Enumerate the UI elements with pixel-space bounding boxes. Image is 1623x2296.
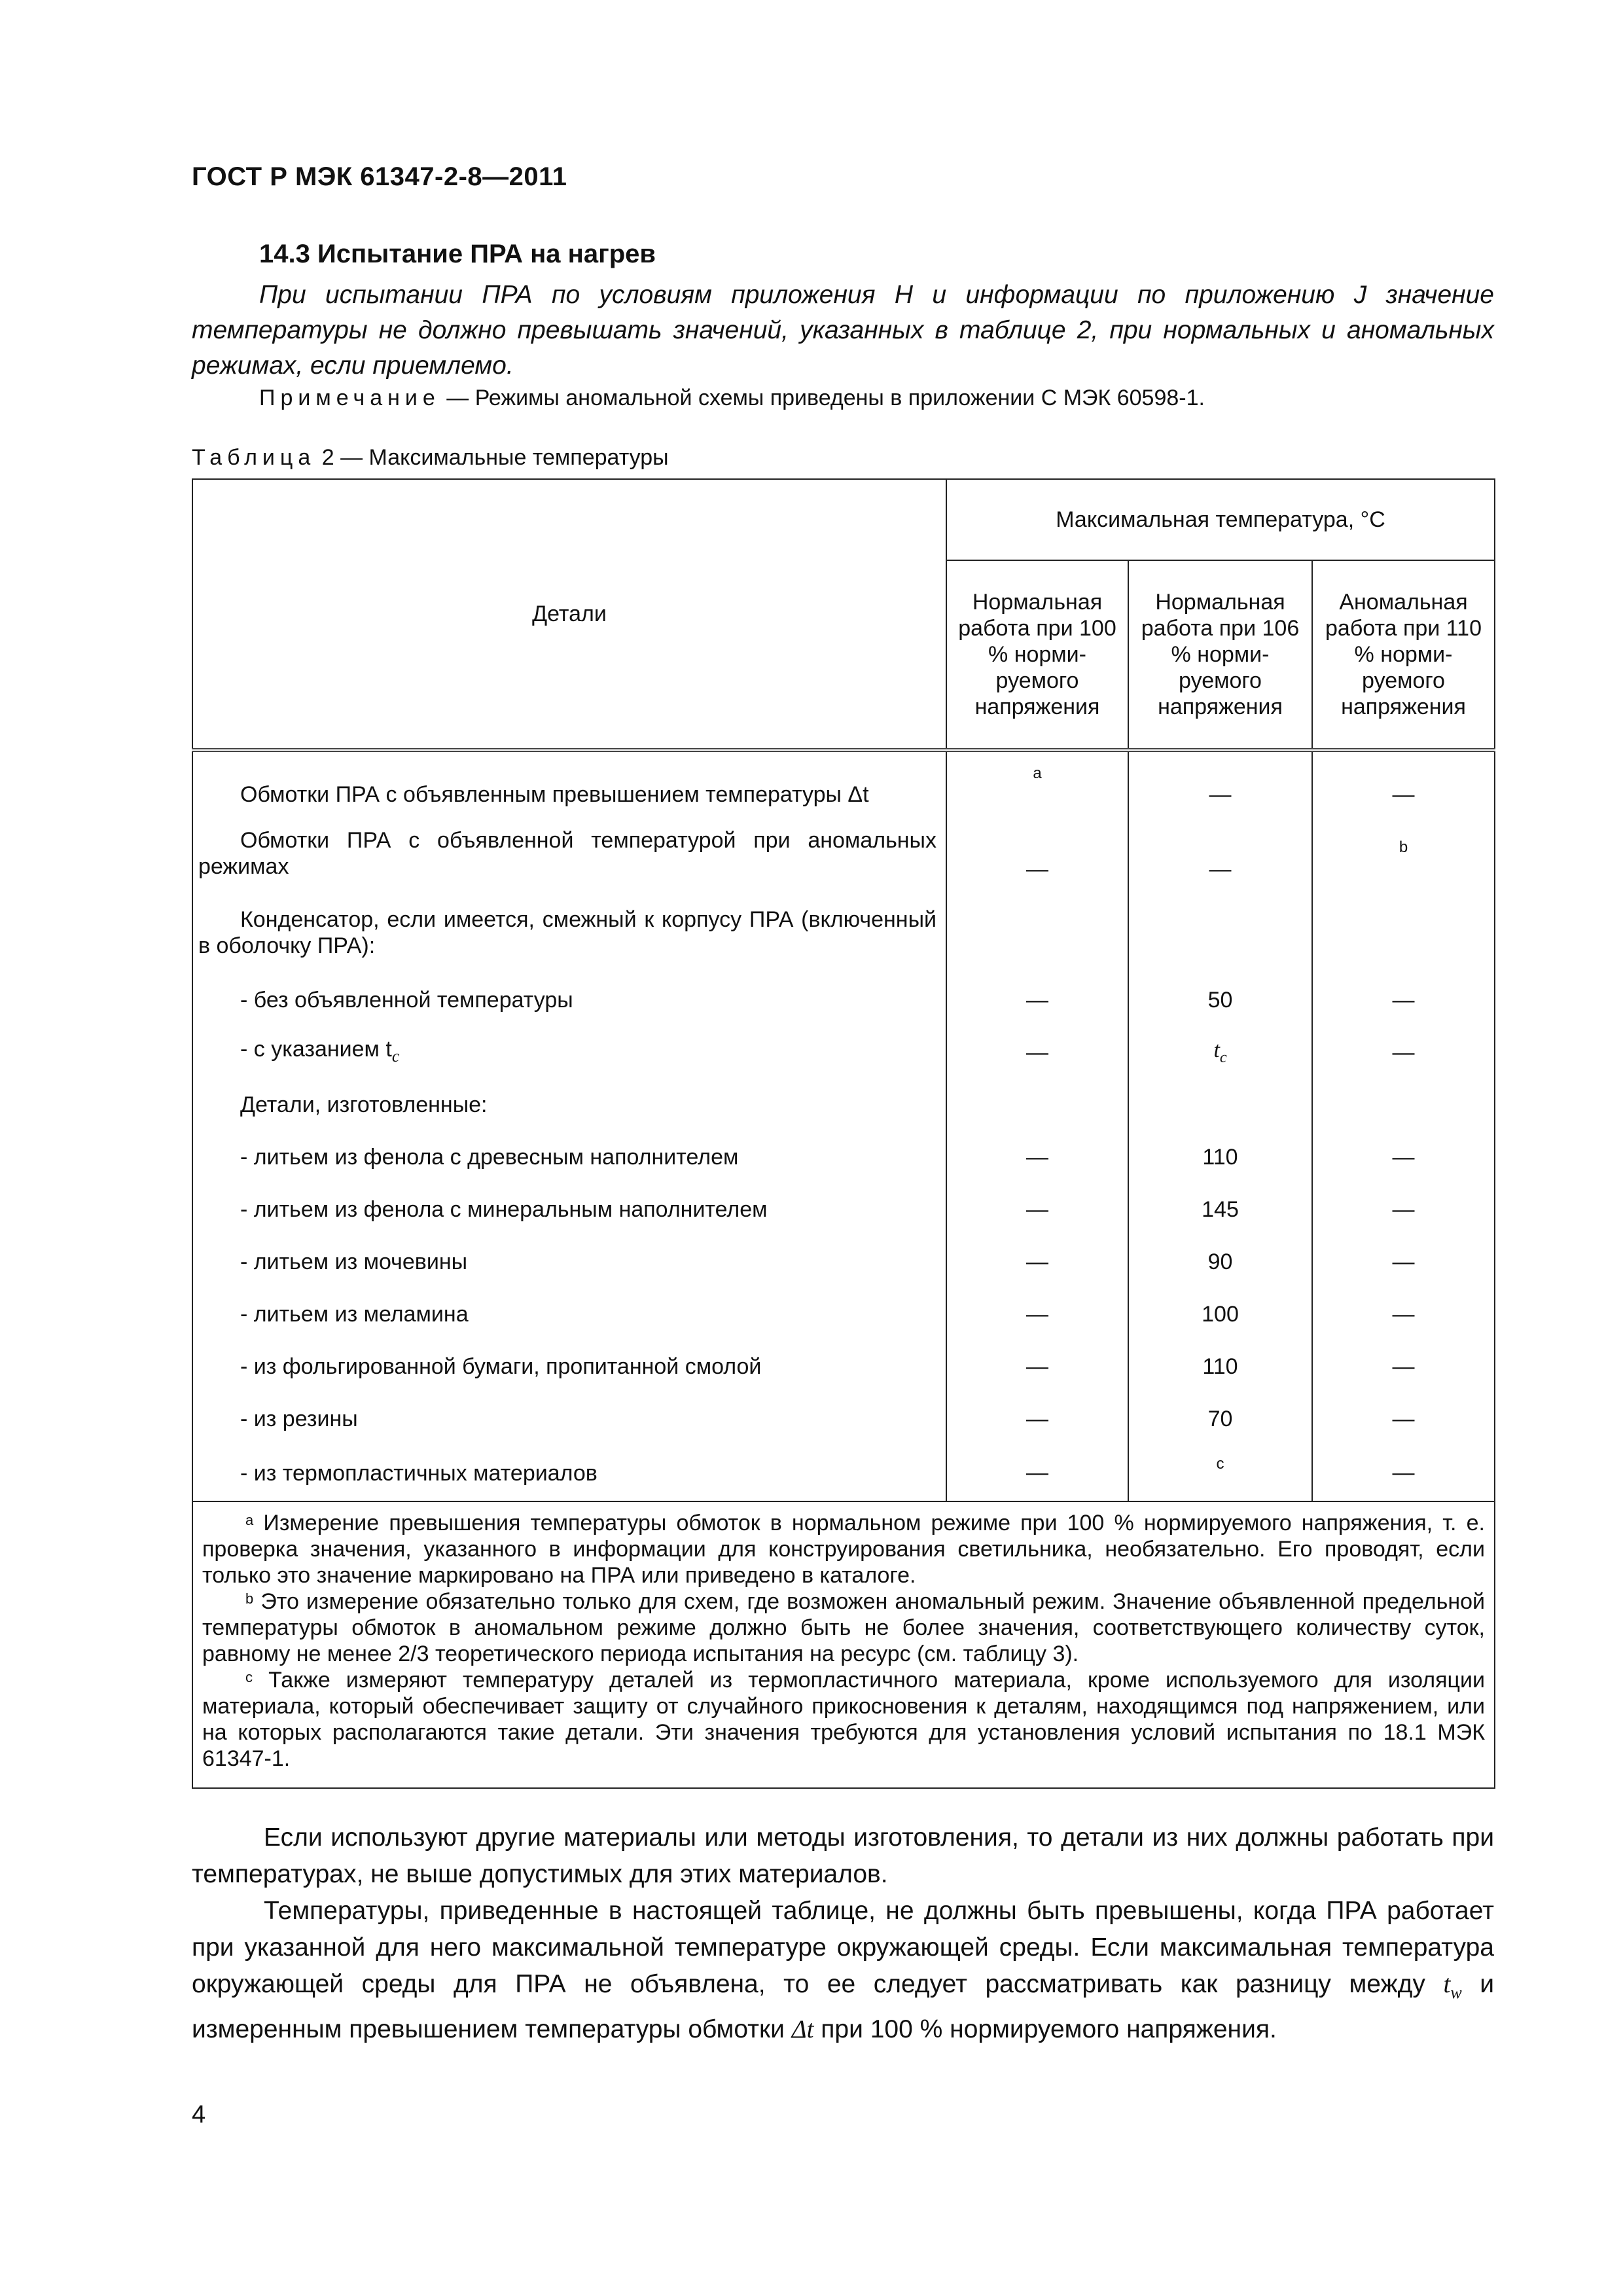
- row-label: - из фольгированной бумаги, пропитанной смолой: [192, 1340, 946, 1393]
- page-number: 4: [192, 2101, 206, 2128]
- note-label: Примечание: [259, 386, 440, 410]
- table-row: [192, 1079, 1495, 1131]
- row-value: —: [1312, 1183, 1495, 1236]
- row-label: Обмотки ПРА с объявленной температурой при аномальных режимах: [192, 816, 946, 891]
- row-label: - литьем из фенола с древесным наполнителем: [192, 1131, 946, 1183]
- row-value: 110: [1128, 1131, 1312, 1183]
- note: [259, 386, 1205, 411]
- header-col-3: Аномальная работа при 110 % норми- руемого напряжения: [1312, 560, 1495, 750]
- table-caption-label: Таблица: [192, 445, 316, 470]
- body-paragraph-1: Если используют другие материалы или методы изготовления, то детали из них должны работать при температурах, не выше допустимых для этих материалов.: [192, 1823, 1494, 1888]
- body-paragraph-2: Температуры, приведенные в настоящей таблице, не должны быть превышены, когда ПРА работает при указанной для него максимальной температуре окружающей среды. Если максимальная температура окружающей среды для ПРА не объявлена, то ее следует рассматривать как разницу между $t_w$ и измеренным превышением температуры обмотки Δt при 100 % нормируемого напряжения.: [192, 1897, 1495, 2043]
- table-row: [192, 1288, 1495, 1340]
- row-value: —: [1128, 816, 1312, 891]
- row-value: $t_c$: [1128, 1026, 1312, 1079]
- row-value: —: [1128, 750, 1312, 816]
- row-value: —: [1312, 1393, 1495, 1445]
- row-label: - литьем из меламина: [192, 1288, 946, 1340]
- table-row: [192, 1026, 1495, 1079]
- row-label: - с указанием $t_c$: [192, 1026, 946, 1079]
- body-text: [192, 1820, 1494, 2048]
- section-title: 14.3 Испытание ПРА на нагрев: [259, 240, 656, 268]
- row-label: - из термопластичных материалов: [192, 1445, 946, 1501]
- row-value: [1128, 1079, 1312, 1131]
- table-row: [192, 1183, 1495, 1236]
- row-value: —: [1312, 974, 1495, 1026]
- table-row: [192, 750, 1495, 816]
- row-label: Конденсатор, если имеется, смежный к корпусу ПРА (включенный в оболочку ПРА):: [192, 891, 946, 974]
- row-label: - из резины: [192, 1393, 946, 1445]
- footnote-c: $^c$ Также измеряют температуру деталей из термопластичного материала, кроме используемого для изоляции материала, который обеспечивает защиту от случайного прикосновения к деталям, находящимся под напряжением, или на которых располагаются такие детали. Эти значения требуются для установления условий испытания по 18.1 МЭК 61347-1.: [202, 1668, 1485, 1771]
- document-header: ГОСТ Р МЭК 61347-2-8—2011: [192, 162, 567, 191]
- table-row: [192, 1236, 1495, 1288]
- section-intro: При испытании ПРА по условиям приложения Н и информации по приложению J значение температуры не должно превышать значений, указанных в таблице 2, при нормальных и аномальных режимах, если приемлемо.: [192, 281, 1494, 380]
- row-value: [1128, 891, 1312, 974]
- header-col-2: Нормальная работа при 106 % норми- руемого напряжения: [1128, 560, 1312, 750]
- table-row: [192, 1445, 1495, 1501]
- header-col-1: Нормальная работа при 100 % норми- руемого напряжения: [946, 560, 1128, 750]
- row-value: —: [946, 1236, 1128, 1288]
- row-value: 90: [1128, 1236, 1312, 1288]
- table-row: [192, 1340, 1495, 1393]
- row-label: - без объявленной температуры: [192, 974, 946, 1026]
- table-footnotes: [192, 1501, 1495, 1788]
- row-value: —: [946, 1026, 1128, 1079]
- row-value: [946, 891, 1128, 974]
- row-value: —: [1312, 1026, 1495, 1079]
- row-value: —: [1312, 1131, 1495, 1183]
- row-value: —: [1312, 1288, 1495, 1340]
- row-value: 100: [1128, 1288, 1312, 1340]
- row-value: 50: [1128, 974, 1312, 1026]
- table-row: [192, 974, 1495, 1026]
- row-value: 110: [1128, 1340, 1312, 1393]
- row-value: —: [946, 1131, 1128, 1183]
- table-row: [192, 1131, 1495, 1183]
- row-value: —: [1312, 1236, 1495, 1288]
- row-value: —: [946, 1393, 1128, 1445]
- row-value: a: [946, 750, 1128, 816]
- footnote-a: $^a$ Измерение превышения температуры обмоток в нормальном режиме при 100 % нормируемого напряжения, т. е. проверка значения, указанного в информации для конструирования светильника, необязательно. Его проводят, если только это значение маркировано на ПРА или приведено в каталоге.: [202, 1511, 1485, 1588]
- row-label: Обмотки ПРА с объявленным превышением температуры Δt: [192, 750, 946, 816]
- table-row: [192, 1393, 1495, 1445]
- table-row: [192, 891, 1495, 974]
- row-value: —: [946, 1340, 1128, 1393]
- row-value: —: [1312, 1340, 1495, 1393]
- header-details: Детали: [192, 479, 946, 750]
- note-text: — Режимы аномальной схемы приведены в приложении С МЭК 60598-1.: [440, 386, 1205, 410]
- row-value: —: [1312, 750, 1495, 816]
- row-label: - литьем из мочевины: [192, 1236, 946, 1288]
- row-value: —: [946, 1288, 1128, 1340]
- table-row: [192, 816, 1495, 891]
- row-value: 145: [1128, 1183, 1312, 1236]
- table-caption: [192, 445, 669, 471]
- header-max-temp: Максимальная температура, °C: [946, 479, 1495, 560]
- row-value: b: [1312, 816, 1495, 891]
- row-value: —: [1312, 1445, 1495, 1501]
- row-value: 70: [1128, 1393, 1312, 1445]
- row-value: —: [946, 1445, 1128, 1501]
- temperature-table: [192, 478, 1495, 1789]
- row-value: —: [946, 974, 1128, 1026]
- row-value: [946, 1079, 1128, 1131]
- footnote-b: $^b$ Это измерение обязательно только для схем, где возможен аномальный режим. Значение объявленной предельной температуры обмоток в аномальном режиме должно быть не более значения, соответствующего количеству суток, равному не менее 2/3 теоретического периода испытания на ресурс (см. таблицу 3).: [202, 1589, 1485, 1666]
- table-caption-text: 2 — Максимальные температуры: [315, 445, 669, 470]
- row-value: [1312, 891, 1495, 974]
- row-value: [1312, 1079, 1495, 1131]
- row-value: —: [946, 816, 1128, 891]
- row-label: Детали, изготовленные:: [192, 1079, 946, 1131]
- row-label: - литьем из фенола с минеральным наполнителем: [192, 1183, 946, 1236]
- row-value: c: [1128, 1445, 1312, 1501]
- row-value: —: [946, 1183, 1128, 1236]
